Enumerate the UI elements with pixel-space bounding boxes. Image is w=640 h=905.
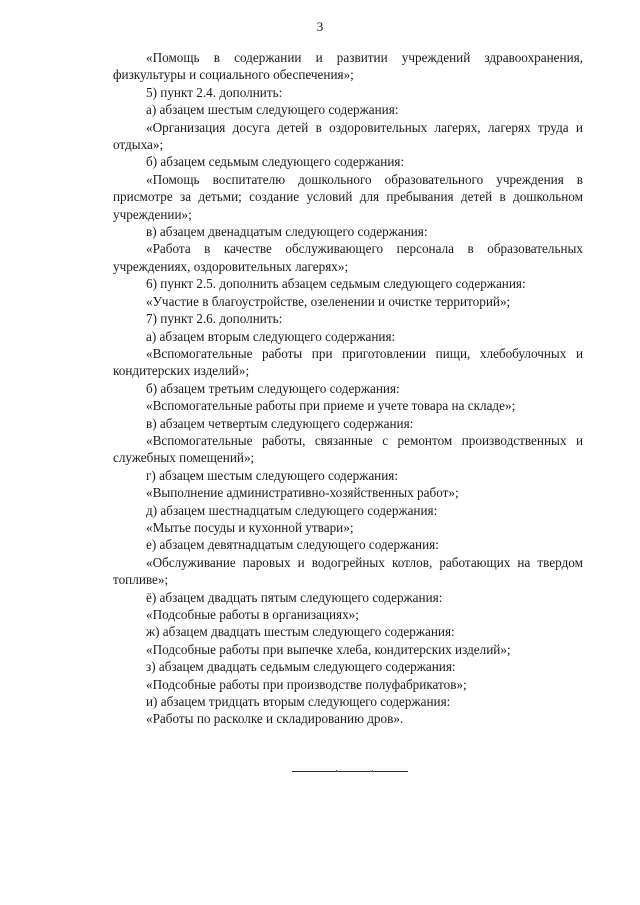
paragraph: «Помощь в содержании и развитии учреждений здравоохранения, физкультуры и социального обеспечения»; xyxy=(113,50,583,83)
paragraph: «Вспомогательные работы при приготовлении пищи, хлебобулочных и кондитерских изделий»; xyxy=(113,345,583,379)
rule-tick xyxy=(372,770,373,772)
paragraph: «Выполнение административно-хозяйственных работ»; xyxy=(146,485,459,501)
document-body xyxy=(113,49,583,728)
paragraph: «Работы по расколке и складированию дров». xyxy=(146,711,404,727)
paragraph: б) абзацем третьим следующего содержания: xyxy=(146,380,400,396)
paragraph: «Мытье посуды и кухонной утвари»; xyxy=(146,519,354,535)
paragraph: «Помощь воспитателю дошкольного образовательного учреждения в присмотре за детьми; создание условий для пребывания детей в дошкольном учреждении»; xyxy=(113,171,583,222)
paragraph: и) абзацем тридцать вторым следующего содержания: xyxy=(146,694,451,710)
paragraph: «Работа в качестве обслуживающего персонала в образовательных учреждениях, оздоровительных лагерях»; xyxy=(113,241,583,274)
paragraph: д) абзацем шестнадцатым следующего содержания: xyxy=(146,502,438,518)
paragraph: б) абзацем седьмым следующего содержания: xyxy=(146,154,405,170)
paragraph: г) абзацем шестым следующего содержания: xyxy=(146,467,399,483)
paragraph: «Подсобные работы в организациях»; xyxy=(146,607,359,622)
paragraph: «Подсобные работы при производстве полуфабрикатов»; xyxy=(146,676,467,692)
paragraph: е) абзацем девятнадцатым следующего содержания: xyxy=(146,537,439,553)
paragraph: 6) пункт 2.5. дополнить абзацем седьмым следующего содержания: xyxy=(146,276,526,292)
paragraph: «Обслуживание паровых и водогрейных котлов, работающих на твердом топливе»; xyxy=(113,554,583,588)
page-number: 3 xyxy=(316,19,324,34)
paragraph: а) абзацем шестым следующего содержания: xyxy=(146,102,399,118)
paragraph: «Участие в благоустройстве, озеленении и очистке территорий»; xyxy=(146,293,511,309)
paragraph: ё) абзацем двадцать пятым следующего содержания: xyxy=(146,589,443,605)
paragraph: в) абзацем четвертым следующего содержания: xyxy=(146,415,414,431)
rule-tick xyxy=(336,770,337,772)
paragraph: «Подсобные работы при выпечке хлеба, кондитерских изделий»; xyxy=(146,641,511,657)
end-of-document-rule xyxy=(292,771,408,772)
paragraph: 5) пункт 2.4. дополнить: xyxy=(146,84,283,100)
paragraph: в) абзацем двенадцатым следующего содержания: xyxy=(146,224,428,240)
paragraph: «Вспомогательные работы, связанные с ремонтом производственных и служебных помещений»; xyxy=(113,432,583,466)
paragraph: ж) абзацем двадцать шестым следующего содержания: xyxy=(146,624,455,640)
paragraph: з) абзацем двадцать седьмым следующего содержания: xyxy=(146,659,456,675)
paragraph: «Организация досуга детей в оздоровительных лагерях, лагерях труда и отдыха»; xyxy=(113,119,583,153)
paragraph: а) абзацем вторым следующего содержания: xyxy=(146,328,396,344)
paragraph: 7) пункт 2.6. дополнить: xyxy=(146,311,283,327)
paragraph: «Вспомогательные работы при приеме и учете товара на складе»; xyxy=(146,398,516,414)
